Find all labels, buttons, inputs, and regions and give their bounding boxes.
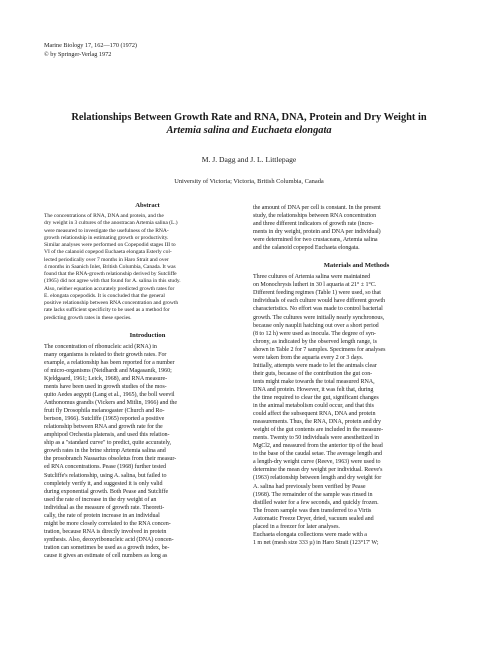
abstract-line: dry weight in 3 cultures of the anostracan Artemia salina (L.) <box>44 220 178 227</box>
introduction-line: study, the relationships between RNA concentration <box>253 213 377 220</box>
methods-line: A. salina had previously been verified by Pease <box>253 483 366 490</box>
affiliation: University of Victoria; Victoria, British Columbia, Canada <box>174 178 324 185</box>
methods-line: weight of the gut contents are included in the measure- <box>253 427 384 434</box>
methods-line: individuals of each culture would have different growth <box>253 298 385 305</box>
methods-line: Automatic Freeze Dryer, dried, vacuum sealed and <box>253 515 374 522</box>
methods-line: growth. The cultures were initially nearly synchronous, <box>253 314 385 321</box>
introduction-line: ments in dry weight, protein and DNA per individual) <box>253 229 381 236</box>
methods-line: determine the mean dry weight per individual. Reeve's <box>253 467 383 474</box>
methods-line: Euchaeta elongata collections were made with a <box>253 531 367 538</box>
introduction-line: amphipod Orchestia platensis, and used this relation- <box>44 432 170 439</box>
abstract-heading: Abstract <box>135 202 160 209</box>
introduction-line: Kjeldgaard, 1961; Leick, 1968), and RNA measure- <box>44 375 168 382</box>
introduction-line: relationship between RNA and growth rate for the <box>44 424 163 431</box>
abstract-line: 4 months in Saanich Inlet, British Columbia, Canada. It was <box>44 263 176 270</box>
abstract-line: were measured to investigate the usefulness of the RNA- <box>44 227 169 234</box>
methods-line: MgCl2, and measured from the anterior tip of the head <box>253 443 383 450</box>
introduction-line: ship as a "standard curve" to predict, quite accurately, <box>44 440 171 447</box>
methods-line: characteristics. No effort was made to control bacterial <box>253 306 383 313</box>
methods-line: The frozen sample was then transferred to a Virtis <box>253 507 372 514</box>
title-line-2: Artemia salina and Euchaeta elongata <box>166 124 332 136</box>
methods-line: their guts, because of the contribution the gut con- <box>253 370 373 377</box>
methods-line: distilled water for a few seconds, and quickly frozen. <box>253 499 379 506</box>
methods-line: to the base of the caudal setae. The average length and <box>253 451 382 458</box>
introduction-text <box>44 343 251 560</box>
introduction-line: growth rates in the brine shrimp Artemia salina and <box>44 448 166 455</box>
methods-line: placed in a freezer for later analyses. <box>253 523 340 530</box>
title-line-1: Relationships Between Growth Rate and RNA, DNA, Protein and Dry Weight in <box>71 112 427 123</box>
paper-title <box>52 112 446 137</box>
introduction-line: the prosobranch Nassarius obsoletus from their measur- <box>44 456 177 463</box>
introduction-line: during exponential growth. Both Pease and Sutcliffe <box>44 488 169 495</box>
abstract-line: found that the RNA-growth relationship derived by Sutcliffe <box>44 271 177 277</box>
methods-line: Different feeding regimes (Table 1) were used, so that <box>253 290 381 297</box>
methods-line: shown in Table 2 for 7 samples. Specimens for analyses <box>253 346 386 353</box>
abstract-line: Similar analyses were performed on Copepodid stages III to <box>44 242 176 248</box>
methods-line: ments. Twenty to 50 individuals were anesthetized in <box>253 435 379 442</box>
abstract-line: predicting growth rates in these species. <box>44 314 132 321</box>
introduction-line: and three different indicators of growth rate (incre- <box>253 221 374 228</box>
introduction-line: quito Aedes aegypti (Lang et al., 1965), the boll weevil <box>44 392 175 399</box>
methods-line: Initially, attempts were made to let the animals clear <box>253 362 377 369</box>
introduction-line: tration, because RNA is directly involved in protein <box>44 528 167 535</box>
introduction-line: and the calanoid copepod Euchaeta elongata. <box>253 245 360 252</box>
introduction-continued-text <box>253 204 460 252</box>
introduction-line: synthesis. Also, deoxyribonucleic acid (DNA) concen- <box>44 536 174 543</box>
introduction-line: used the rate of increase in the dry weight of an <box>44 496 157 503</box>
introduction-line: of micro-organisms (Neidhardt and Magasanik, 1960; <box>44 367 172 374</box>
abstract-text <box>44 213 251 322</box>
introduction-heading: Introduction <box>129 331 166 339</box>
introduction-line: fruit fly Drosophila melanogaster (Church and Ro- <box>44 408 165 415</box>
methods-line: on Monochrysis lutheri in 30 l aquaria at 21° ± 1°C. <box>253 282 377 289</box>
abstract-line: rate lacks sufficient specificity to be used as a method for <box>44 307 170 314</box>
methods-line: in the animal metabolism could occur, and that this <box>253 403 374 410</box>
introduction-line: might be more closely correlated to the RNA concen- <box>44 520 171 527</box>
methods-text <box>253 273 460 547</box>
methods-line: (8 to 12 h) were used as inocula. The degree of syn- <box>253 330 376 337</box>
copyright-line: © by Springer-Verlag 1972 <box>44 50 112 58</box>
methods-line: chrony, as indicated by the observed length range, is <box>253 338 377 345</box>
introduction-line: bertson, 1966). Sutcliffe (1965) reported a positive <box>44 416 165 423</box>
methods-line: a length-dry weight curve (Reeve, 1963) were used to <box>253 459 381 466</box>
methods-line: DNA and protein. However, it was felt that, during <box>253 386 374 393</box>
methods-line: (1963) relationship between length and dry weight for <box>253 475 382 482</box>
abstract-line: (1965) did not agree with that found for A. salina in this study. <box>44 278 181 285</box>
introduction-line: ed RNA concentrations. Pease (1968) further tested <box>44 464 166 471</box>
abstract-line: positive relationship between RNA concentration and growth <box>44 300 179 306</box>
methods-line: because only nauplii hatching out over a short period <box>253 322 379 329</box>
right-column <box>253 204 460 547</box>
abstract-line: Also, neither equation accurately predicted growth rates for <box>44 285 175 292</box>
introduction-line: individual as the measure of growth rate. Theoreti- <box>44 504 165 511</box>
methods-heading: Materials and Methods <box>323 262 390 270</box>
methods-line: were taken from the aquaria every 2 or 3 days. <box>253 354 364 361</box>
introduction-line: Sutcliffe's relationship, using A. salina, but failed to <box>44 472 167 479</box>
introduction-line: example, a relationship has been reported for a number <box>44 359 175 366</box>
abstract-line: growth relationship in estimating growth or productivity. <box>44 234 169 241</box>
introduction-line: Anthonomus grandis (Vickers and Mitlin, 1966) and the <box>44 400 178 407</box>
methods-line: tents might make towards the total measured RNA, <box>253 378 375 385</box>
introduction-line: were determined for two crustaceans, Artemia salina <box>253 237 378 244</box>
methods-line: could affect the subsequent RNA, DNA and protein <box>253 411 376 418</box>
introduction-line: The concentration of ribonucleic acid (RNA) in <box>44 343 157 350</box>
abstract-line: E. elongata copepodids. It is concluded that the general <box>44 292 165 299</box>
abstract-line: The concentrations of RNA, DNA and protein, and the <box>44 213 164 219</box>
methods-line: 1 m net (mesh size 333 µ) in Haro Strait (123°17' W; <box>253 539 379 546</box>
authors: M. J. Dagg and J. L. Littlepage <box>201 155 297 164</box>
introduction-line: ments have been used in growth studies of the mos- <box>44 383 167 390</box>
journal-info <box>44 42 137 59</box>
introduction-line: tration can sometimes be used as a growth index, be- <box>44 544 170 551</box>
methods-line: (1968). The remainder of the sample was rinsed in <box>253 491 373 498</box>
introduction-line: cally, the rate of protein increase in an individual <box>44 512 160 519</box>
journal-citation: Marine Biology 17, 162—170 (1972) <box>44 42 137 49</box>
abstract-line: lected periodically over 7 months in Haro Strait and over <box>44 256 169 263</box>
methods-line: Three cultures of Artemia salina were maintained <box>253 274 371 281</box>
introduction-line: many organisms is related to their growth rates. For <box>44 351 167 358</box>
abstract-line: VI of the calanoid copepod Euchaeta elongata Esterly col- <box>44 249 172 256</box>
introduction-line: cause it gives an estimate of cell numbers as long as <box>44 552 168 559</box>
methods-line: the time required to clear the gut, significant changes <box>253 394 379 401</box>
introduction-line: completely verify it, and suggested it is only valid <box>44 480 163 487</box>
left-column <box>44 202 251 560</box>
introduction-line: the amount of DNA per cell is constant. In the present <box>253 205 381 211</box>
methods-line: measurements. Thus, the RNA, DNA, protein and dry <box>253 419 381 426</box>
